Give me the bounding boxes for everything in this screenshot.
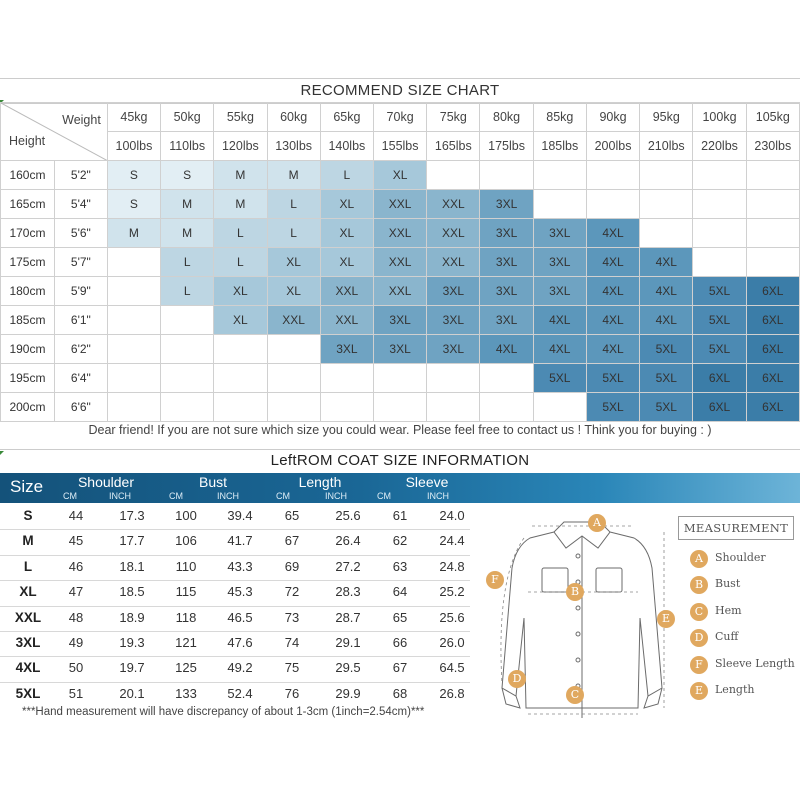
size-cell xyxy=(427,161,480,190)
height-cm: 185cm xyxy=(1,306,55,335)
legend-badge-icon: B xyxy=(690,576,708,594)
column-header: Sleeve xyxy=(405,474,449,490)
size-cell: M xyxy=(161,190,214,219)
size-value: 68 xyxy=(392,685,408,701)
badge-f-icon: F xyxy=(486,571,504,589)
height-cm: 200cm xyxy=(1,393,55,422)
size-cell: 3XL xyxy=(427,335,480,364)
size-cell xyxy=(480,161,533,190)
size-cell: 4XL xyxy=(586,335,639,364)
size-cell: M xyxy=(161,219,214,248)
size-row xyxy=(0,529,470,553)
size-value: 19.3 xyxy=(119,635,145,650)
weight-kg: 95kg xyxy=(640,103,693,132)
measurement-footnote: ***Hand measurement will have discrepancy of about 1-3cm (1inch=2.54cm)*** xyxy=(22,706,425,718)
size-cell: XL xyxy=(267,248,320,277)
size-cell xyxy=(427,364,480,393)
row-divider xyxy=(0,656,470,657)
size-cell: 5XL xyxy=(693,335,746,364)
legend-badge-icon: E xyxy=(690,682,708,700)
size-cell: 6XL xyxy=(693,364,746,393)
size-value: 73 xyxy=(284,609,300,625)
size-cell: 6XL xyxy=(746,335,799,364)
size-value: 17.7 xyxy=(119,533,145,549)
size-cell: 5XL xyxy=(693,277,746,306)
size-cell xyxy=(640,161,693,190)
size-cell xyxy=(161,393,214,422)
size-value: 133 xyxy=(175,685,197,701)
size-cell: S xyxy=(107,190,160,219)
legend-badge-icon: F xyxy=(690,656,708,674)
size-cell: M xyxy=(267,161,320,190)
badge-c-icon: C xyxy=(566,686,584,704)
size-value: 45.3 xyxy=(227,584,253,600)
size-cell xyxy=(107,277,160,306)
size-value: 25.6 xyxy=(439,609,465,625)
size-value: 64.5 xyxy=(439,660,465,676)
size-value: 75 xyxy=(284,660,300,676)
size-cell: XL xyxy=(214,306,267,335)
weight-lbs: 130lbs xyxy=(267,132,320,161)
size-row xyxy=(0,504,470,528)
size-cell: L xyxy=(267,219,320,248)
weight-lbs: 175lbs xyxy=(480,132,533,161)
height-cm: 195cm xyxy=(1,364,55,393)
weight-kg: 105kg xyxy=(746,103,799,132)
size-cell: 4XL xyxy=(586,248,639,277)
row-divider xyxy=(0,631,470,632)
size-label: L xyxy=(23,558,33,574)
size-value: 28.3 xyxy=(335,584,361,600)
size-value: 66 xyxy=(392,635,408,650)
size-cell: S xyxy=(161,161,214,190)
legend-label: Cuff xyxy=(715,630,739,644)
size-cell xyxy=(320,393,373,422)
size-value: 43.3 xyxy=(227,558,253,574)
size-cell xyxy=(693,219,746,248)
size-cell xyxy=(320,364,373,393)
size-cell xyxy=(533,161,586,190)
size-cell: S xyxy=(107,161,160,190)
size-value: 29.5 xyxy=(335,660,361,676)
size-value: 20.1 xyxy=(119,685,145,701)
size-cell xyxy=(214,393,267,422)
height-ft: 6'6" xyxy=(54,393,107,422)
weight-label: Weight xyxy=(62,113,101,127)
legend-badge-icon: A xyxy=(690,550,708,568)
size-cell xyxy=(267,393,320,422)
size-cell xyxy=(107,335,160,364)
size-value: 49 xyxy=(68,635,84,650)
weight-lbs: 185lbs xyxy=(533,132,586,161)
size-label: XL xyxy=(19,584,37,600)
size-label: M xyxy=(22,533,34,549)
weight-kg: 70kg xyxy=(373,103,426,132)
measurement-heading: MEASUREMENT xyxy=(678,516,794,540)
size-cell xyxy=(267,364,320,393)
recommend-table xyxy=(0,102,800,422)
weight-kg: 90kg xyxy=(586,103,639,132)
size-cell xyxy=(746,219,799,248)
height-ft: 6'4" xyxy=(54,364,107,393)
size-cell: 4XL xyxy=(640,277,693,306)
weight-lbs: 165lbs xyxy=(427,132,480,161)
weight-kg: 75kg xyxy=(427,103,480,132)
size-value: 125 xyxy=(175,660,197,676)
size-value: 24.4 xyxy=(439,533,465,549)
size-cell: XXL xyxy=(320,306,373,335)
size-value: 52.4 xyxy=(227,685,253,701)
size-cell: 3XL xyxy=(533,219,586,248)
recommend-note: Dear friend! If you are not sure which size you could wear. Please feel free to contact us ! Think you for buying : ) xyxy=(88,423,712,437)
size-cell: L xyxy=(161,248,214,277)
size-value: 18.9 xyxy=(119,609,145,625)
size-cell: 5XL xyxy=(640,335,693,364)
size-cell: 5XL xyxy=(586,364,639,393)
size-value: 24.0 xyxy=(439,508,465,523)
size-cell: 3XL xyxy=(480,248,533,277)
size-cell xyxy=(746,190,799,219)
size-value: 28.7 xyxy=(335,609,361,625)
size-cell: XXL xyxy=(427,190,480,219)
legend-label: Hem xyxy=(715,603,742,617)
size-cell: 5XL xyxy=(693,306,746,335)
row-divider xyxy=(0,529,470,530)
size-cell xyxy=(161,364,214,393)
unit-cm: CM xyxy=(169,491,183,501)
size-cell xyxy=(214,335,267,364)
row-divider xyxy=(0,555,470,556)
weight-kg: 60kg xyxy=(267,103,320,132)
size-cell: 4XL xyxy=(640,306,693,335)
weight-kg: 65kg xyxy=(320,103,373,132)
height-cm: 165cm xyxy=(1,190,55,219)
size-value: 51 xyxy=(68,685,84,701)
size-cell: 3XL xyxy=(533,277,586,306)
size-cell xyxy=(373,364,426,393)
column-header: Bust xyxy=(198,474,227,490)
size-value: 18.1 xyxy=(119,558,145,574)
unit-inch: INCH xyxy=(109,491,131,501)
coat-info-title: LeftROM COAT SIZE INFORMATION xyxy=(0,449,800,472)
size-cell: 4XL xyxy=(586,277,639,306)
row-divider xyxy=(0,682,470,683)
size-cell: 4XL xyxy=(586,306,639,335)
size-cell xyxy=(533,393,586,422)
size-cell: 3XL xyxy=(373,335,426,364)
size-cell: 4XL xyxy=(640,248,693,277)
size-value: 106 xyxy=(175,533,197,549)
unit-cm: CM xyxy=(63,491,77,501)
size-value: 110 xyxy=(175,558,197,574)
size-value: 67 xyxy=(392,660,408,676)
badge-e-icon: E xyxy=(657,610,675,628)
weight-lbs: 120lbs xyxy=(214,132,267,161)
size-value: 48 xyxy=(68,609,84,625)
weight-kg: 80kg xyxy=(480,103,533,132)
size-cell: L xyxy=(214,219,267,248)
size-label: 4XL xyxy=(15,660,41,676)
size-value: 29.1 xyxy=(335,635,361,650)
size-value: 121 xyxy=(175,635,197,650)
size-label: 3XL xyxy=(15,635,41,650)
size-value: 19.7 xyxy=(119,660,145,676)
size-value: 24.8 xyxy=(439,558,465,574)
size-cell: XL xyxy=(320,248,373,277)
size-cell: XL xyxy=(373,161,426,190)
size-cell: 4XL xyxy=(533,335,586,364)
size-value: 46.5 xyxy=(227,609,253,625)
size-cell xyxy=(107,248,160,277)
height-ft: 6'2" xyxy=(54,335,107,364)
height-cm: 170cm xyxy=(1,219,55,248)
size-value: 47 xyxy=(68,584,84,600)
size-value: 41.7 xyxy=(227,533,253,549)
legend-label: Length xyxy=(715,683,755,696)
size-cell xyxy=(267,335,320,364)
unit-inch: INCH xyxy=(217,491,239,501)
size-value: 76 xyxy=(284,685,300,701)
unit-inch: INCH xyxy=(427,491,449,501)
size-cell xyxy=(427,393,480,422)
row-divider xyxy=(0,606,470,607)
size-value: 74 xyxy=(284,635,300,650)
size-value: 67 xyxy=(284,533,300,549)
size-cell: M xyxy=(214,161,267,190)
legend-label: Bust xyxy=(715,577,741,591)
size-cell: XL xyxy=(320,190,373,219)
recommend-title: RECOMMEND SIZE CHART xyxy=(0,78,800,104)
size-cell xyxy=(746,161,799,190)
size-cell: XXL xyxy=(267,306,320,335)
height-cm: 160cm xyxy=(1,161,55,190)
size-value: 25.2 xyxy=(439,584,465,600)
size-cell: 6XL xyxy=(746,364,799,393)
size-cell xyxy=(214,364,267,393)
size-cell: 6XL xyxy=(746,393,799,422)
size-cell xyxy=(693,248,746,277)
size-value: 25.6 xyxy=(335,508,361,523)
size-value: 50 xyxy=(68,660,84,676)
height-ft: 5'6" xyxy=(54,219,107,248)
size-cell: 3XL xyxy=(373,306,426,335)
column-header: Length xyxy=(298,474,342,490)
size-cell xyxy=(640,190,693,219)
size-row xyxy=(0,682,470,706)
height-ft: 6'1" xyxy=(54,306,107,335)
size-cell: 6XL xyxy=(746,306,799,335)
size-value: 39.4 xyxy=(227,508,253,523)
size-cell xyxy=(161,335,214,364)
legend-badge-icon: D xyxy=(690,629,708,647)
size-cell: 6XL xyxy=(693,393,746,422)
size-cell xyxy=(161,306,214,335)
weight-lbs: 230lbs xyxy=(746,132,799,161)
weight-kg: 50kg xyxy=(161,103,214,132)
weight-lbs: 155lbs xyxy=(373,132,426,161)
size-value: 118 xyxy=(175,609,197,625)
size-cell: 5XL xyxy=(640,393,693,422)
height-ft: 5'9" xyxy=(54,277,107,306)
size-cell: L xyxy=(214,248,267,277)
unit-cm: CM xyxy=(276,491,290,501)
weight-kg: 55kg xyxy=(214,103,267,132)
size-row xyxy=(0,606,470,630)
badge-d-icon: D xyxy=(508,670,526,688)
size-cell: 3XL xyxy=(480,190,533,219)
size-label: 5XL xyxy=(15,685,41,701)
size-value: 46 xyxy=(68,558,84,574)
size-row xyxy=(0,631,470,655)
size-cell xyxy=(746,248,799,277)
size-cell: 3XL xyxy=(480,306,533,335)
weight-lbs: 110lbs xyxy=(161,132,214,161)
height-cm: 190cm xyxy=(1,335,55,364)
size-cell: 4XL xyxy=(533,306,586,335)
size-cell: XXL xyxy=(373,219,426,248)
size-cell: 6XL xyxy=(746,277,799,306)
size-value: 72 xyxy=(284,584,300,600)
size-value: 47.6 xyxy=(227,635,253,650)
size-value: 29.9 xyxy=(335,685,361,701)
size-cell: XL xyxy=(320,219,373,248)
corner-marker xyxy=(0,451,4,455)
size-cell xyxy=(480,364,533,393)
weight-kg: 45kg xyxy=(107,103,160,132)
badge-b-icon: B xyxy=(566,583,584,601)
size-value: 44 xyxy=(68,508,84,523)
size-value: 26.4 xyxy=(335,533,361,549)
weight-lbs: 140lbs xyxy=(320,132,373,161)
unit-inch: INCH xyxy=(325,491,347,501)
size-cell: 3XL xyxy=(320,335,373,364)
size-value: 115 xyxy=(175,584,197,600)
size-cell: 5XL xyxy=(533,364,586,393)
size-value: 17.3 xyxy=(119,508,145,523)
size-value: 100 xyxy=(175,508,197,523)
size-value: 64 xyxy=(392,584,408,600)
corner-header xyxy=(1,103,108,161)
size-value: 61 xyxy=(392,508,408,523)
size-value: 18.5 xyxy=(119,584,145,600)
size-label: S xyxy=(23,508,33,523)
size-value: 65 xyxy=(392,609,408,625)
legend-label: Sleeve Length xyxy=(715,656,795,670)
weight-lbs: 210lbs xyxy=(640,132,693,161)
size-cell: 5XL xyxy=(586,393,639,422)
size-cell xyxy=(107,393,160,422)
size-cell: M xyxy=(107,219,160,248)
weight-kg: 85kg xyxy=(533,103,586,132)
size-row xyxy=(0,580,470,604)
size-cell xyxy=(373,393,426,422)
size-cell: XXL xyxy=(373,248,426,277)
height-cm: 175cm xyxy=(1,248,55,277)
recommend-size-chart xyxy=(0,78,800,444)
legend-badge-icon: C xyxy=(690,603,708,621)
row-divider xyxy=(0,580,470,581)
size-cell: XL xyxy=(267,277,320,306)
weight-lbs: 100lbs xyxy=(107,132,160,161)
size-cell: 4XL xyxy=(480,335,533,364)
height-ft: 5'4" xyxy=(54,190,107,219)
size-label: XXL xyxy=(14,609,42,625)
size-cell: 3XL xyxy=(427,306,480,335)
size-cell xyxy=(693,190,746,219)
unit-cm: CM xyxy=(377,491,391,501)
size-cell xyxy=(586,190,639,219)
size-value: 62 xyxy=(392,533,408,549)
size-cell xyxy=(640,219,693,248)
size-header-label: Size xyxy=(10,477,44,496)
height-ft: 5'2" xyxy=(54,161,107,190)
size-cell: XXL xyxy=(320,277,373,306)
legend-label: Shoulder xyxy=(715,551,766,564)
size-value: 27.2 xyxy=(335,558,361,574)
size-cell: XXL xyxy=(373,277,426,306)
size-cell: XXL xyxy=(427,219,480,248)
size-value: 69 xyxy=(284,558,300,574)
weight-lbs: 220lbs xyxy=(693,132,746,161)
size-cell: 3XL xyxy=(533,248,586,277)
size-cell xyxy=(533,190,586,219)
size-value: 45 xyxy=(68,533,84,549)
size-row xyxy=(0,656,470,680)
size-cell xyxy=(107,306,160,335)
weight-lbs: 200lbs xyxy=(586,132,639,161)
size-cell: L xyxy=(267,190,320,219)
size-cell: XXL xyxy=(373,190,426,219)
badge-a-icon: A xyxy=(588,514,606,532)
size-value: 63 xyxy=(392,558,408,574)
height-ft: 5'7" xyxy=(54,248,107,277)
size-cell: L xyxy=(161,277,214,306)
column-header: Shoulder xyxy=(77,474,135,490)
size-cell: 3XL xyxy=(480,219,533,248)
size-table-header xyxy=(0,473,800,503)
size-value: 26.8 xyxy=(439,685,465,701)
size-cell: 4XL xyxy=(586,219,639,248)
size-row xyxy=(0,555,470,579)
size-cell: 5XL xyxy=(640,364,693,393)
size-cell: L xyxy=(320,161,373,190)
weight-kg: 100kg xyxy=(693,103,746,132)
size-cell xyxy=(107,364,160,393)
size-cell xyxy=(480,393,533,422)
size-cell xyxy=(586,161,639,190)
size-cell: 3XL xyxy=(427,277,480,306)
height-cm: 180cm xyxy=(1,277,55,306)
size-cell: M xyxy=(214,190,267,219)
size-value: 65 xyxy=(284,508,300,523)
height-label: Height xyxy=(9,134,46,148)
size-cell: XXL xyxy=(427,248,480,277)
size-value: 49.2 xyxy=(227,660,253,676)
size-value: 26.0 xyxy=(439,635,465,650)
size-cell: XL xyxy=(214,277,267,306)
size-cell xyxy=(693,161,746,190)
size-cell: 3XL xyxy=(480,277,533,306)
